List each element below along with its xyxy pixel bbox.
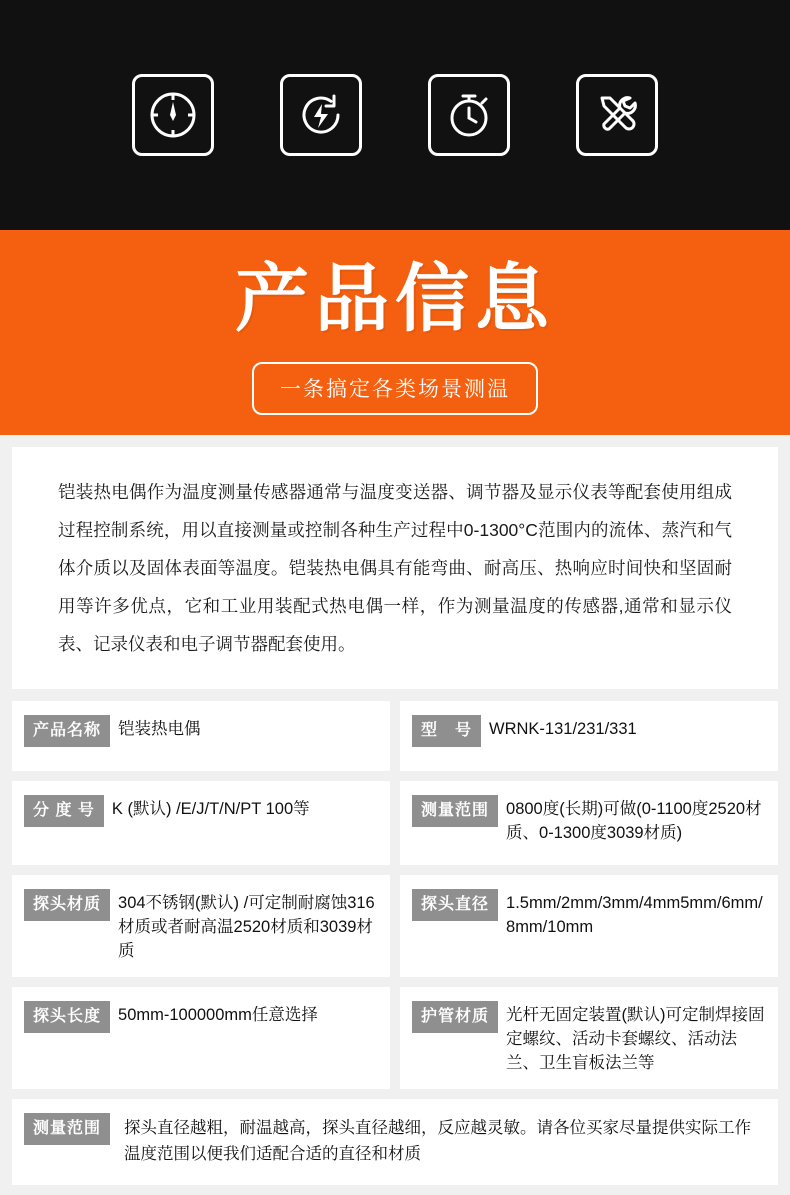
- clock-lightning-icon: [280, 74, 362, 156]
- spec-value: 1.5mm/2mm/3mm/4mm5mm/6mm/8mm/10mm: [506, 894, 763, 936]
- page-title: 产品信息: [235, 257, 555, 340]
- spec-row-graduation: [12, 781, 390, 865]
- spec-value: 光杆无固定装置(默认)可定制焊接固定螺纹、活动卡套螺纹、活动法兰、卫生盲板法兰等: [506, 1006, 765, 1072]
- spec-value: 304不锈钢(默认) /可定制耐腐蚀316材质或者耐高温2520材质和3039材质: [118, 894, 375, 960]
- spec-value: K (默认) /E/J/T/N/PT 100等: [111, 800, 310, 818]
- spec-label: 探头长度: [24, 1001, 110, 1033]
- spec-label: 分 度 号: [24, 795, 104, 827]
- spec-row-measuring-range: [400, 781, 778, 865]
- spec-label: 测量范围: [24, 1113, 110, 1145]
- spec-row-note: [12, 1099, 778, 1185]
- banner: [0, 230, 790, 435]
- spec-value: 铠装热电偶: [118, 720, 201, 738]
- spec-value: WRNK-131/231/331: [489, 720, 637, 738]
- spec-row-model: [400, 701, 778, 771]
- spec-row-probe-length: [12, 987, 390, 1089]
- tools-icon: [576, 74, 658, 156]
- spec-row-product-name: [12, 701, 390, 771]
- spec-label: 探头直径: [412, 889, 498, 921]
- banner-subtitle: 一条搞定各类场景测温: [252, 362, 538, 415]
- spec-label: 探头材质: [24, 889, 110, 921]
- intro-card: [12, 447, 778, 689]
- gauge-icon: [132, 74, 214, 156]
- spec-label: 测量范围: [412, 795, 498, 827]
- icon-band: [0, 0, 790, 230]
- spec-grid: [12, 701, 778, 1185]
- spec-value: 探头直径越粗，耐温越高，探头直径越细，反应越灵敏。请各位买家尽量提供实际工作温度范围以便我们适配合适的直径和材质: [124, 1119, 752, 1163]
- intro-text: 铠装热电偶作为温度测量传感器通常与温度变送器、调节器及显示仪表等配套使用组成过程控制系统，用以直接测量或控制各种生产过程中0-1300°C范围内的流体、蒸汽和气体介质以及固体表面等温度。铠装热电偶具有能弯曲、耐高压、热响应时间快和坚固耐用等许多优点，它和工业用装配式热电偶一样，作为测量温度的传感器,通常和显示仪表、记录仪表和电子调节器配套使用。: [58, 482, 732, 654]
- spec-value: 50mm-100000mm任意选择: [118, 1006, 318, 1024]
- spec-row-probe-material: [12, 875, 390, 977]
- stopwatch-icon: [428, 74, 510, 156]
- spec-label: 型 号: [412, 715, 481, 747]
- spec-row-probe-diameter: [400, 875, 778, 977]
- spec-value: 0800度(长期)可做(0-1100度2520材质、0-1300度3039材质): [506, 800, 762, 842]
- spec-label: 产品名称: [24, 715, 110, 747]
- spec-label: 护管材质: [412, 1001, 498, 1033]
- spec-row-sheath-material: [400, 987, 778, 1089]
